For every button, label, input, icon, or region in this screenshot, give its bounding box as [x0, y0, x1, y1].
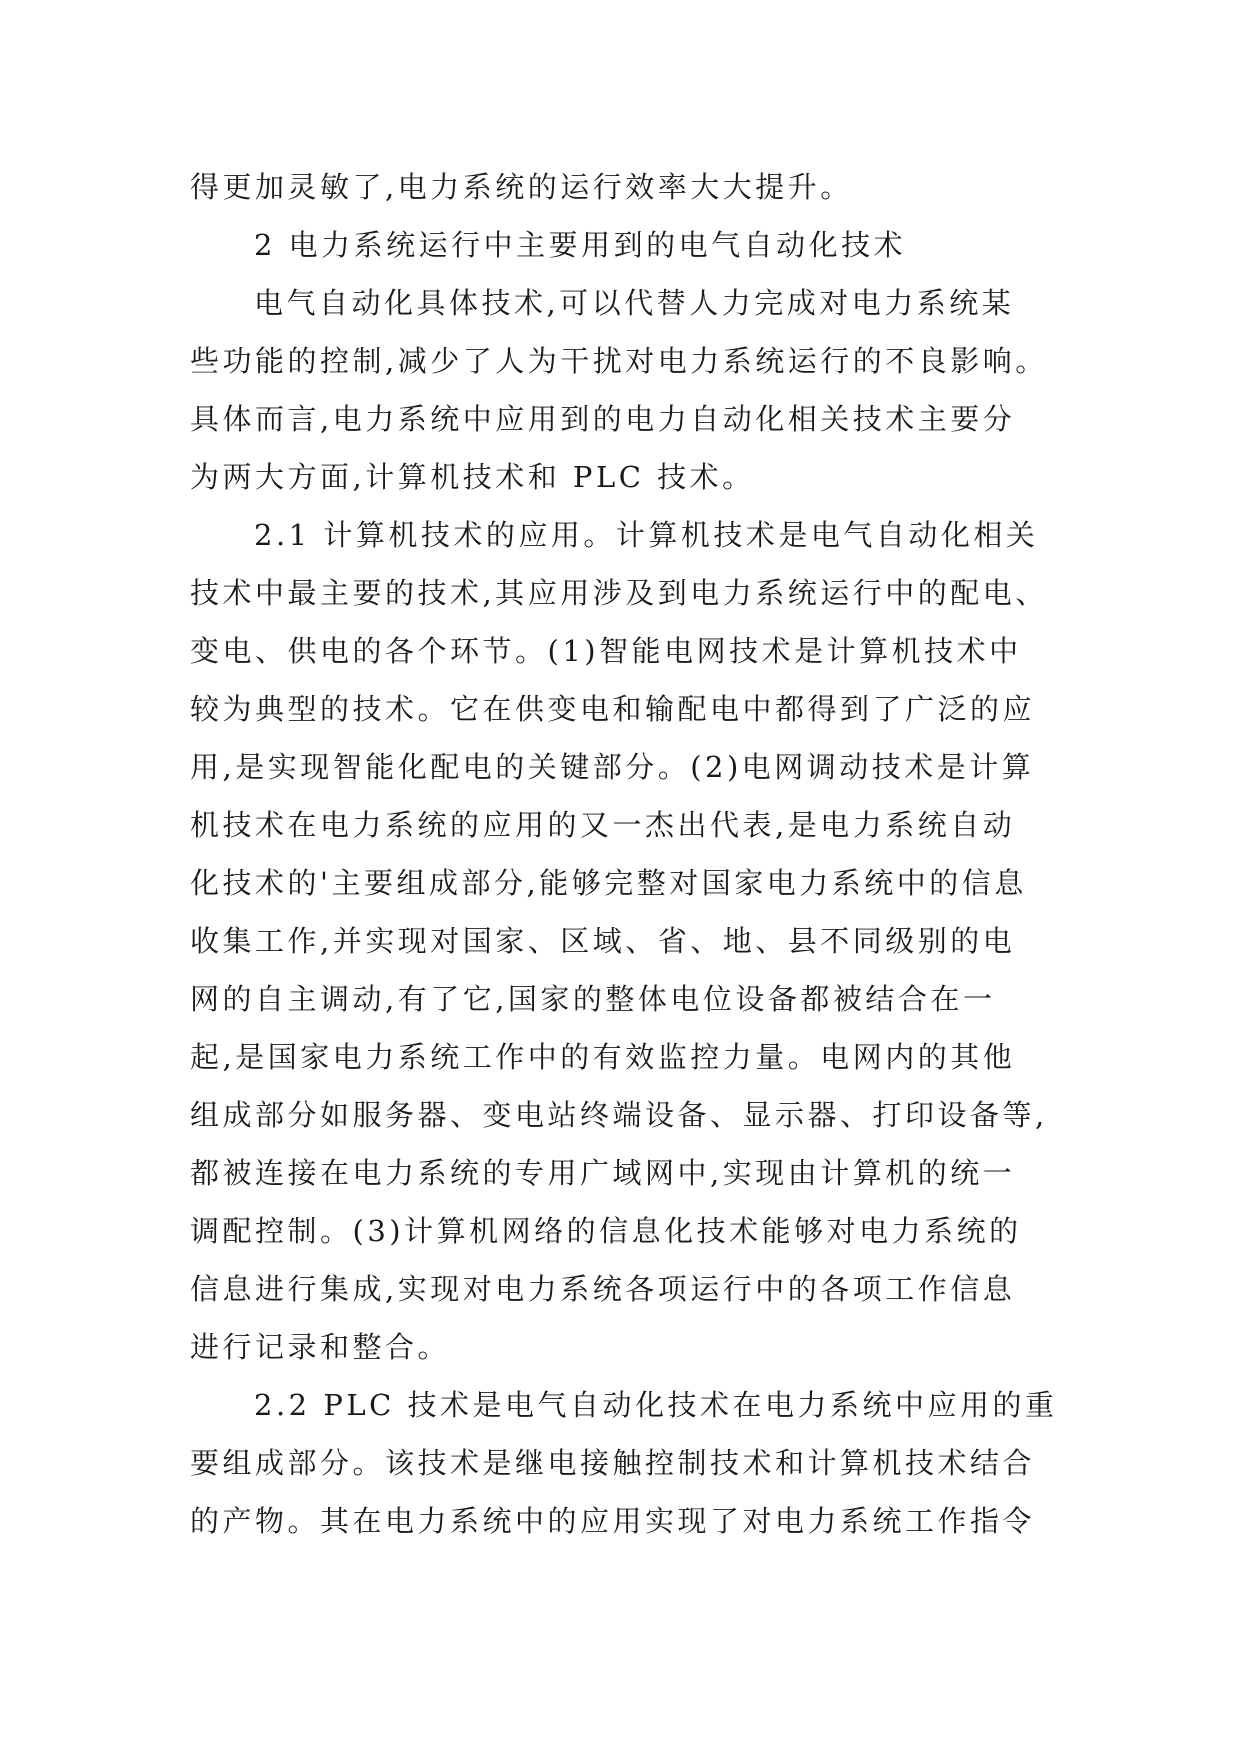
text-line: 都被连接在电力系统的专用广域网中,实现由计算机的统一 — [190, 1156, 1016, 1190]
text-line: 起,是国家电力系统工作中的有效监控力量。电网内的其他 — [190, 1040, 1016, 1074]
text-line: 网的自主调动,有了它,国家的整体电位设备都被结合在一 — [190, 982, 996, 1016]
text-line: 收集工作,并实现对国家、区域、省、地、县不同级别的电 — [190, 924, 1016, 958]
text-line: 用,是实现智能化配电的关键部分。(2)电网调动技术是计算 — [190, 750, 1035, 784]
text-line: 化技术的'主要组成部分,能够完整对国家电力系统中的信息 — [190, 866, 1027, 900]
text-line: 具体而言,电力系统中应用到的电力自动化相关技术主要分 — [190, 402, 1016, 436]
text-line: 技术中最主要的技术,其应用涉及到电力系统运行中的配电、 — [190, 576, 1048, 610]
text-line: 变电、供电的各个环节。(1)智能电网技术是计算机技术中 — [190, 634, 1022, 668]
text-line: 机技术在电力系统的应用的又一杰出代表,是电力系统自动 — [190, 808, 1016, 842]
text-line: 得更加灵敏了,电力系统的运行效率大大提升。 — [190, 170, 853, 204]
text-line: 2.1 计算机技术的应用。计算机技术是电气自动化相关 — [254, 518, 1039, 552]
text-line: 电气自动化具体技术,可以代替人力完成对电力系统某 — [254, 286, 1015, 320]
text-line: 进行记录和整合。 — [190, 1330, 451, 1364]
text-line: 为两大方面,计算机技术和 PLC 技术。 — [190, 460, 755, 494]
text-line: 要组成部分。该技术是继电接触控制技术和计算机技术结合 — [190, 1446, 1036, 1480]
text-line: 2 电力系统运行中主要用到的电气自动化技术 — [254, 228, 907, 262]
body-text — [190, 158, 1070, 1550]
text-line: 调配控制。(3)计算机网络的信息化技术能够对电力系统的 — [190, 1214, 1022, 1248]
text-line: 的产物。其在电力系统中的应用实现了对电力系统工作指令 — [190, 1504, 1036, 1538]
text-line: 些功能的控制,减少了人为干扰对电力系统运行的不良影响。 — [190, 344, 1048, 378]
text-line: 信息进行集成,实现对电力系统各项运行中的各项工作信息 — [190, 1272, 1016, 1306]
text-line: 2.2 PLC 技术是电气自动化技术在电力系统中应用的重 — [254, 1388, 1058, 1422]
text-line: 较为典型的技术。它在供变电和输配电中都得到了广泛的应 — [190, 692, 1036, 726]
text-line: 组成部分如服务器、变电站终端设备、显示器、打印设备等, — [190, 1098, 1048, 1132]
